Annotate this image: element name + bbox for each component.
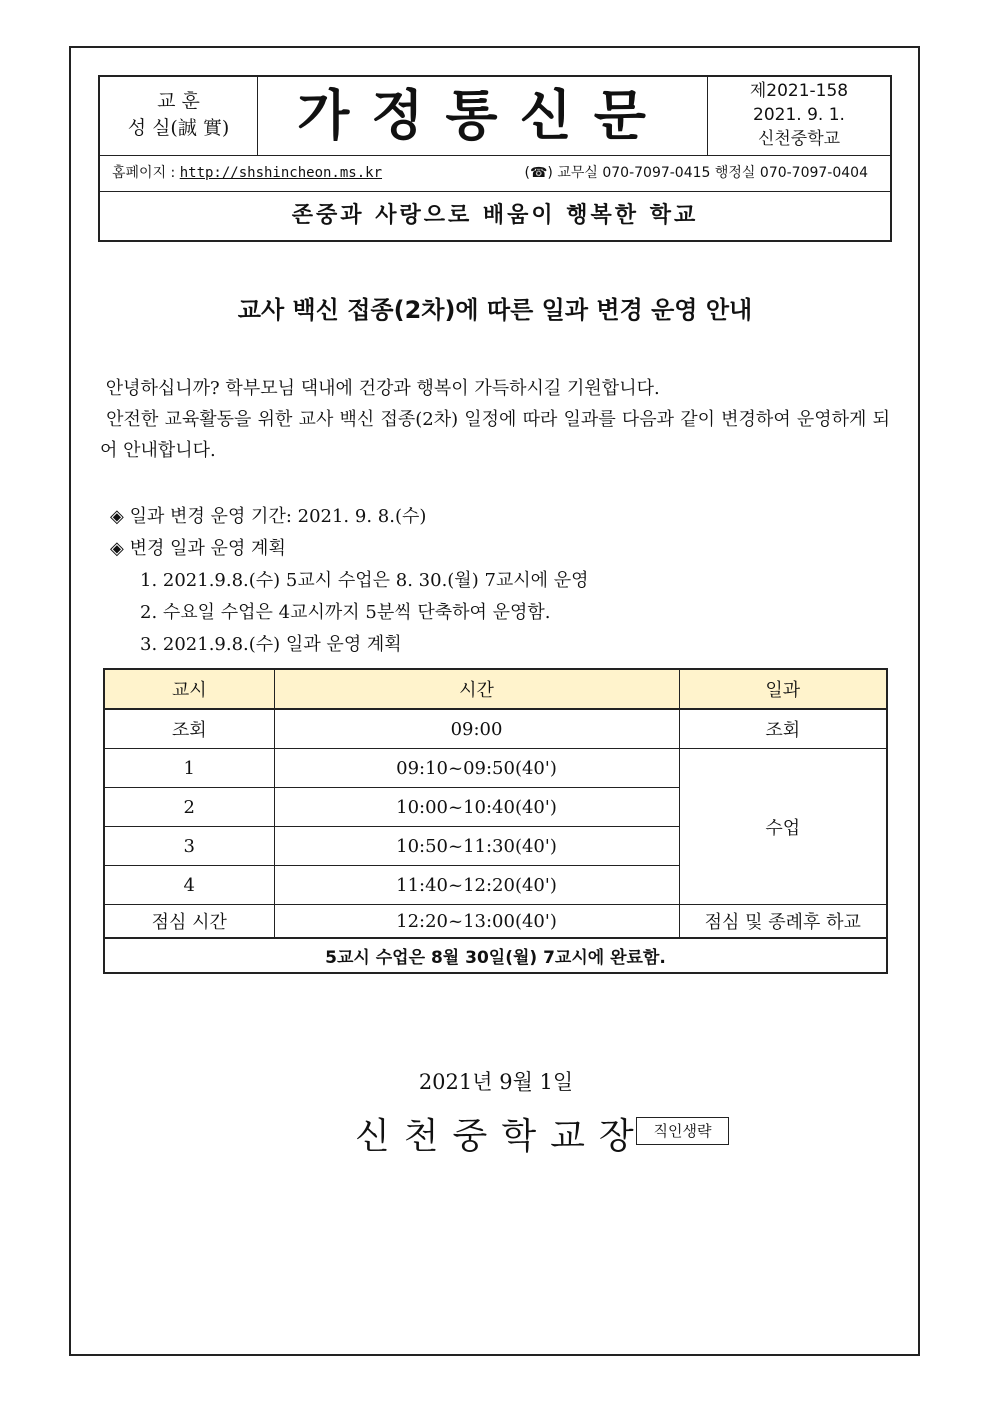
period-cell: 조회 [104, 709, 274, 749]
table-header-row [104, 669, 887, 709]
notice-paragraph [100, 404, 890, 466]
bullet-plan: ◈ 변경 일과 운영 계획 [110, 538, 286, 559]
bullet-period: ◈ 일과 변경 운영 기간: 2021. 9. 8.(수) [110, 506, 427, 527]
contact-row [100, 155, 890, 192]
plan-item-3: 3. 2021.9.8.(수) 일과 운영 계획 [140, 634, 402, 655]
homepage-link[interactable]: http://shshincheon.ms.kr [179, 165, 383, 181]
newsletter-title: 가정통신문 [297, 84, 668, 147]
issue-info-box [707, 77, 890, 155]
header-activity: 일과 [679, 669, 887, 709]
plan-item-2: 2. 수요일 수업은 4교시까지 5분씩 단축하여 운영함. [140, 602, 551, 623]
greeting-paragraph [100, 373, 890, 404]
phone-numbers: (☎) 교무실 070-7097-0415 행정실 070-7097-0404 [524, 165, 868, 181]
period-cell: 3 [104, 827, 274, 866]
time-cell: 11:40~12:20(40') [274, 866, 679, 905]
activity-cell-merged: 수업 [679, 749, 887, 905]
homepage [112, 155, 382, 191]
plan-item-1: 1. 2021.9.8.(수) 5교시 수업은 8. 30.(월) 7교시에 운영 [140, 570, 589, 591]
period-cell: 2 [104, 788, 274, 827]
seal-omitted-stamp: 직인생략 [636, 1117, 729, 1145]
issue-number: 제2021-158 [749, 81, 849, 101]
activity-cell: 조회 [679, 709, 887, 749]
school-motto-box [100, 77, 258, 155]
header-period: 교시 [104, 669, 274, 709]
motto-text: 성 실(誠 實) [127, 117, 230, 139]
time-cell: 10:00~10:40(40') [274, 788, 679, 827]
homepage-label: 홈페이지 : [112, 165, 180, 181]
principal-name: 신천중학교장 [355, 1116, 648, 1157]
schedule-table [103, 668, 888, 974]
header-time: 시간 [274, 669, 679, 709]
table-note: 5교시 수업은 8월 30일(월) 7교시에 완료함. [104, 938, 887, 973]
school-name: 신천중학교 [757, 129, 841, 149]
time-cell: 09:00 [274, 709, 679, 749]
newsletter-header [98, 75, 892, 242]
time-cell: 12:20~13:00(40') [274, 905, 679, 939]
period-cell: 4 [104, 866, 274, 905]
header-top-row [100, 77, 890, 156]
table-row [104, 749, 887, 788]
period-cell: 점심 시간 [104, 905, 274, 939]
issue-date: 2021. 9. 1. [753, 105, 845, 125]
time-cell: 10:50~11:30(40') [274, 827, 679, 866]
signature-date: 2021년 9월 1일 [418, 1070, 574, 1094]
document-title: 교사 백신 접종(2차)에 따른 일과 변경 운영 안내 [237, 296, 753, 324]
time-cell: 09:10~09:50(40') [274, 749, 679, 788]
table-note-row [104, 938, 887, 973]
period-cell: 1 [104, 749, 274, 788]
activity-cell: 점심 및 종례후 하교 [679, 905, 887, 939]
table-row [104, 905, 887, 939]
notice-text: 안전한 교육활동을 위한 교사 백신 접종(2차) 일정에 따라 일과를 다음과 같이 변경하여 운영하게 되어 안내합니다. [100, 409, 890, 461]
motto-label: 교 훈 [157, 90, 200, 112]
school-slogan: 존중과 사랑으로 배움이 행복한 학교 [291, 203, 699, 228]
greeting-text: 안녕하십니까? 학부모님 댁내에 건강과 행복이 가득하시길 기원합니다. [105, 378, 660, 399]
table-row [104, 709, 887, 749]
